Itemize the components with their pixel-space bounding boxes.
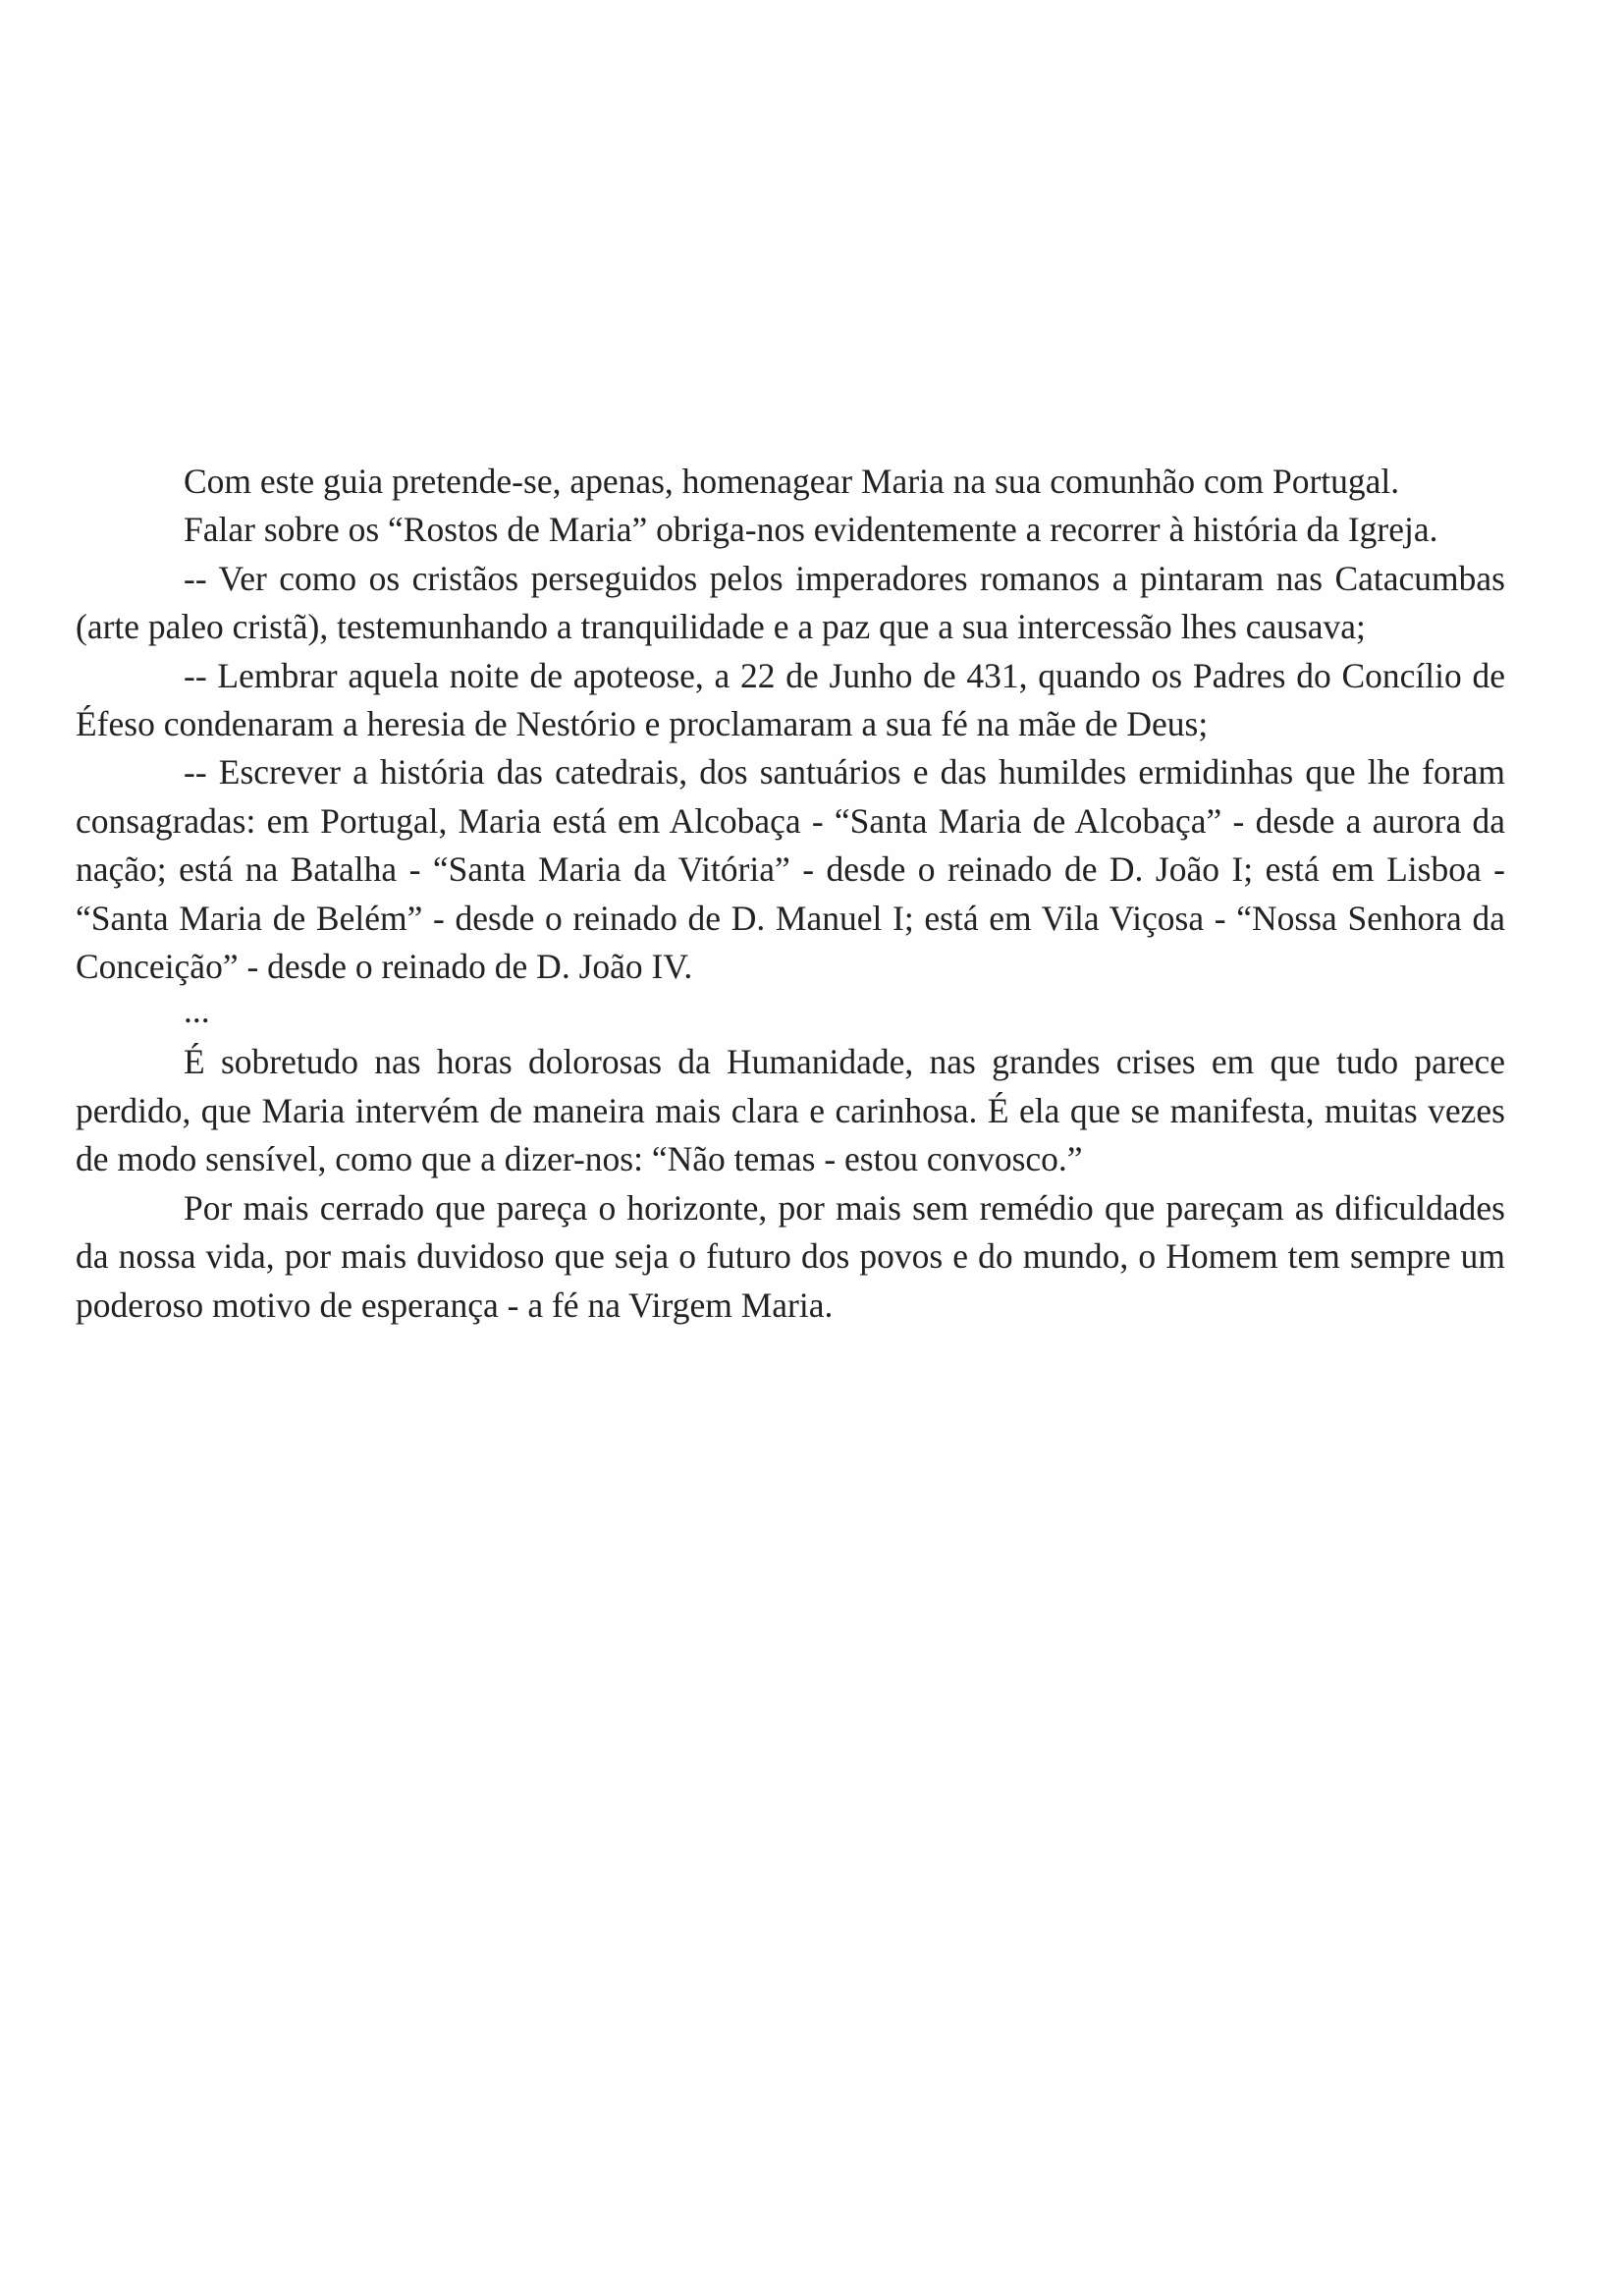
paragraph-efeso: -- Lembrar aquela noite de apoteose, a 22 de Junho de 431, quando os Padres do Concílio de Éfeso condenaram a heresia de Nestório e proclamaram a sua fé na mãe de Deus; [76,655,1505,744]
paragraph-rostos: Falar sobre os “Rostos de Maria” obriga-nos evidentemente a recorrer à história da Igreja. [184,510,1438,550]
paragraph-intro: Com este guia pretende-se, apenas, homenagear Maria na sua comunhão com Portugal. [184,462,1400,501]
paragraph-esperanca: Por mais cerrado que pareça o horizonte, por mais sem remédio que pareçam as dificuldades da nossa vida, por mais duvidoso que seja o futuro dos povos e do mundo, o Homem tem sempre um poderoso motivo de esperança - a fé na Virgem Maria. [76,1187,1505,1325]
body-text [76,458,1505,1330]
paragraph-ellipsis: ... [184,991,210,1031]
paragraph-catedrais: -- Escrever a história das catedrais, dos santuários e das humildes ermidinhas que lhe foram consagradas: em Portugal, Maria está em Alcobaça - “Santa Maria de Alcobaça” - desde a aurora da nação; está na Batalha - “Santa Maria da Vitória” - desde o reinado de D. João I; está em Lisboa - “Santa Maria de Belém” - desde o reinado de D. Manuel I; está em Vila Viçosa - “Nossa Senhora da Conceição” - desde o reinado de D. João IV. [76,752,1505,987]
paragraph-humanidade: É sobretudo nas horas dolorosas da Humanidade, nas grandes crises em que tudo parece perdido, que Maria intervém de maneira mais clara e carinhosa. É ela que se manifesta, muitas vezes de modo sensível, como que a dizer-nos: “Não temas - estou convosco.” [76,1042,1505,1179]
paragraph-catacumbas: -- Ver como os cristãos perseguidos pelos imperadores romanos a pintaram nas Catacumbas (arte paleo cristã), testemunhando a tranquilidade e a paz que a sua intercessão lhes causava; [76,558,1505,647]
